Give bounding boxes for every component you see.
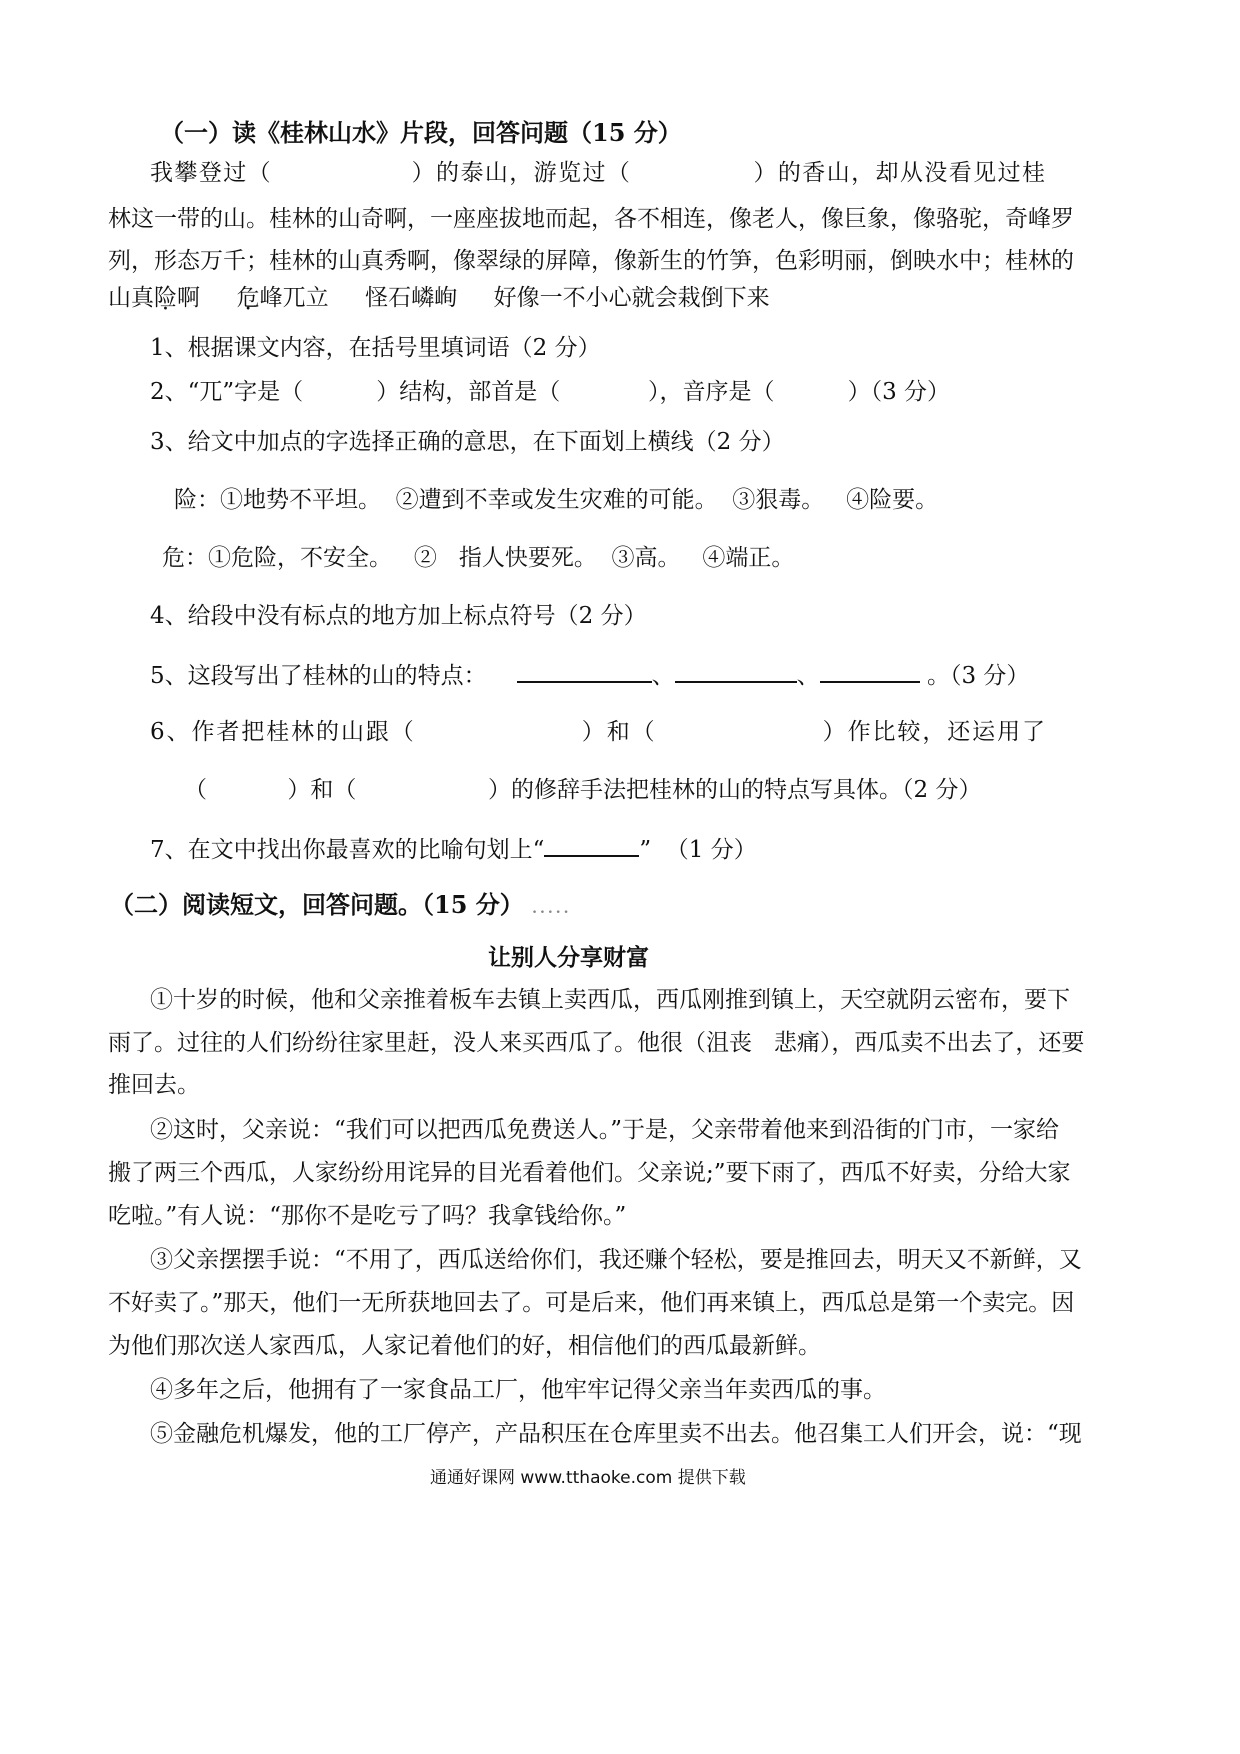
article-title: 让别人分享财富 <box>488 944 649 971</box>
article-line: 搬了两三个西瓜，人家纷纷用诧异的目光看着他们。父亲说;”要下雨了，西瓜不好卖，分给大家 <box>108 1160 1071 1186</box>
passage-line-4 <box>108 283 770 313</box>
question-3-option-wei: 危：①危险，不安全。 ② 指人快要死。 ③高。 ④端正。 <box>162 545 795 571</box>
question-2: 2、“兀”字是（ ）结构，部首是（ ），音序是（ ）（3 分） <box>150 379 951 405</box>
question-4: 4、给段中没有标点的地方加上标点符号（2 分） <box>150 603 647 629</box>
article-line: 不好卖了。”那天，他们一无所获地回去了。可是后来，他们再来镇上，西瓜总是第一个卖完。因 <box>108 1290 1075 1316</box>
question-5-text: 5、这段写出了桂林的山的特点： <box>150 663 487 689</box>
article-line: ④多年之后，他拥有了一家食品工厂，他牢牢记得父亲当年卖西瓜的事。 <box>150 1377 886 1403</box>
passage-text: 峰兀立 怪石嶙峋 好像一不小心就会栽倒下来 <box>259 285 770 311</box>
dotted-char-wei: 危 <box>236 285 260 311</box>
dotted-char-xian: 险 <box>154 285 177 311</box>
section2-heading-dots: ..... <box>532 901 572 917</box>
answer-blank-3[interactable] <box>820 659 920 683</box>
section2-heading-text: （二）阅读短文，回答问题。（15 分） <box>110 890 524 919</box>
question-7-score: ” （1 分） <box>639 837 757 863</box>
question-5 <box>150 659 1029 691</box>
section1-heading: （一）读《桂林山水》片段，回答问题（15 分） <box>160 118 682 147</box>
separator: 、 <box>796 663 820 689</box>
article-line: ②这时，父亲说：“我们可以把西瓜免费送人。”于是，父亲带着他来到沿街的门市，一家给 <box>150 1117 1060 1143</box>
question-6-line-2: （ ）和（ ）的修辞手法把桂林的山的特点写具体。（2 分） <box>184 777 982 803</box>
passage-text: 山真 <box>108 285 154 311</box>
article-line: 推回去。 <box>108 1072 200 1098</box>
article-line: ①十岁的时候，他和父亲推着板车去镇上卖西瓜，西瓜刚推到镇上，天空就阴云密布，要下 <box>150 987 1070 1013</box>
article-line: ⑤金融危机爆发，他的工厂停产，产品积压在仓库里卖不出去。他召集工人们开会，说：“现 <box>150 1421 1082 1447</box>
answer-blank-underline[interactable] <box>544 833 639 857</box>
question-6-line-1: 6、作者把桂林的山跟（ ）和（ ）作比较，还运用了 <box>150 719 1045 745</box>
article-line: 吃啦。”有人说：“那你不是吃亏了吗？我拿钱给你。” <box>108 1203 627 1229</box>
question-1: 1、根据课文内容，在括号里填词语（2 分） <box>150 335 601 361</box>
question-7 <box>150 833 757 865</box>
article-line: 雨了。过往的人们纷纷往家里赶，没人来买西瓜了。他很（沮丧 悲痛），西瓜卖不出去了，还要 <box>108 1030 1085 1056</box>
passage-line-1: 我攀登过（ ）的泰山，游览过（ ）的香山，却从没看见过桂 <box>150 160 1045 186</box>
passage-text: 啊 <box>177 285 237 311</box>
article-line: ③父亲摆摆手说：“不用了，西瓜送给你们，我还赚个轻松，要是推回去，明天又不新鲜，又 <box>150 1247 1082 1273</box>
section2-heading <box>110 890 572 924</box>
question-5-score: 。（3 分） <box>919 663 1030 689</box>
article-line: 为他们那次送人家西瓜，人家记着他们的好，相信他们的西瓜最新鲜。 <box>108 1333 821 1359</box>
separator: 、 <box>651 663 675 689</box>
question-7-text: 7、在文中找出你最喜欢的比喻句划上“ <box>150 837 545 863</box>
answer-blank-2[interactable] <box>675 659 797 683</box>
passage-line-2: 林这一带的山。桂林的山奇啊，一座座拔地而起，各不相连，像老人，像巨象，像骆驼，奇峰罗 <box>108 206 1074 232</box>
footer-source: 通通好课网 www.tthaoke.com 提供下载 <box>430 1468 746 1488</box>
question-3: 3、给文中加点的字选择正确的意思，在下面划上横线（2 分） <box>150 429 785 455</box>
passage-line-3: 列，形态万千；桂林的山真秀啊，像翠绿的屏障，像新生的竹笋，色彩明丽，倒映水中；桂林的 <box>108 248 1074 274</box>
question-3-option-xian: 险：①地势不平坦。 ②遭到不幸或发生灾难的可能。 ③狠毒。 ④险要。 <box>174 487 939 513</box>
answer-blank-1[interactable] <box>517 659 652 683</box>
